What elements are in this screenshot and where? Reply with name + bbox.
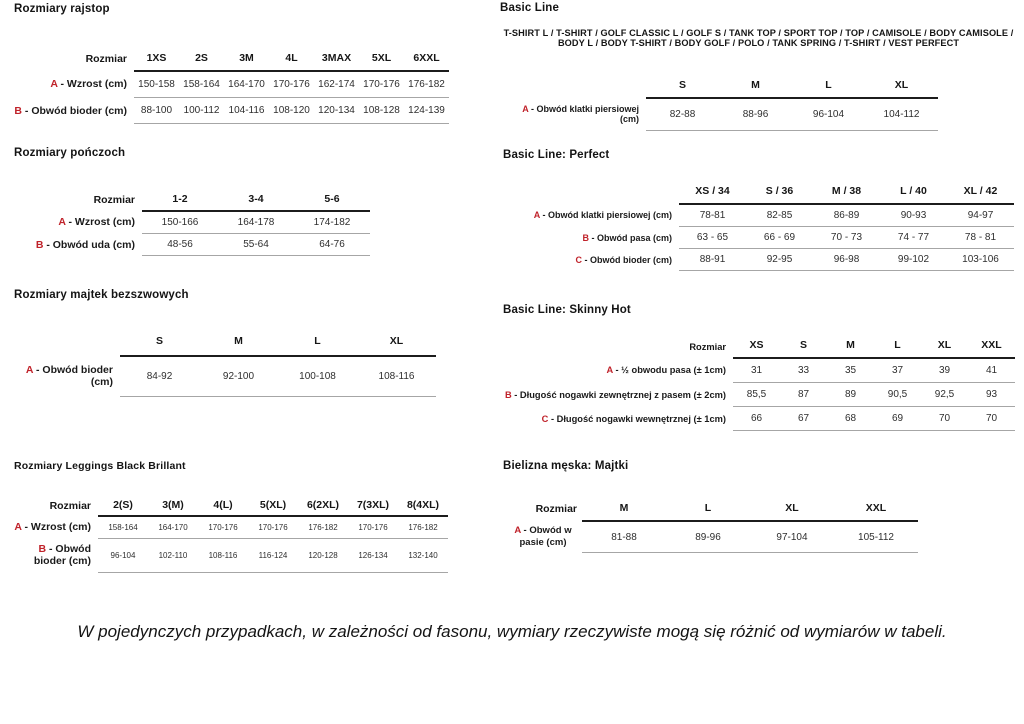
column-header: 8(4XL) — [398, 496, 448, 516]
table-row — [495, 407, 1015, 431]
size-table-perfect — [521, 181, 1014, 271]
column-header: 5-6 — [294, 189, 370, 211]
table-row — [502, 98, 938, 130]
column-header: M — [827, 335, 874, 358]
header-row — [502, 75, 938, 98]
size-value: 90-93 — [880, 204, 947, 227]
size-value: 97-104 — [750, 521, 834, 553]
size-value: 176-182 — [404, 71, 449, 98]
header-row — [495, 335, 1015, 358]
measure-letter: A — [58, 216, 66, 229]
size-value: 103-106 — [947, 249, 1014, 271]
column-header: 5XL — [359, 47, 404, 71]
size-table-basic-line — [502, 75, 938, 131]
column-header: XXL — [834, 498, 918, 521]
column-header: S — [780, 335, 827, 358]
measure-letter: B — [38, 543, 47, 555]
size-value: 96-104 — [98, 538, 148, 572]
size-value: 105-112 — [834, 521, 918, 553]
corner-header — [502, 75, 646, 98]
column-header: M — [582, 498, 666, 521]
size-value: 174-182 — [294, 211, 370, 234]
table-row — [6, 98, 449, 124]
size-value: 70 - 73 — [813, 227, 880, 249]
size-value: 35 — [827, 358, 874, 383]
measure-letter: C — [541, 413, 549, 424]
section-title-skinny-hot: Basic Line: Skinny Hot — [503, 304, 631, 316]
size-value: 39 — [921, 358, 968, 383]
column-header: 4(L) — [198, 496, 248, 516]
column-header: M / 38 — [813, 181, 880, 204]
column-header: S — [120, 330, 199, 356]
column-header: L — [874, 335, 921, 358]
row-label: B - Długość nogawki zewnętrznej z pasem (± 2cm) — [504, 389, 726, 400]
measure-letter: B — [14, 104, 22, 117]
column-header: S — [646, 75, 719, 98]
size-value: 81-88 — [582, 521, 666, 553]
measure-letter: A — [50, 78, 58, 91]
column-header: XL — [750, 498, 834, 521]
column-header: 3MAX — [314, 47, 359, 71]
size-value: 67 — [780, 407, 827, 431]
column-header: L — [792, 75, 865, 98]
size-value: 108-128 — [359, 98, 404, 124]
section-title-perfect: Basic Line: Perfect — [503, 149, 610, 161]
footer-note: W pojedynczych przypadkach, w zależności od fasonu, wymiary rzeczywiste mogą się różnić od wymiarów w tabeli. — [77, 622, 947, 641]
section-title-majtki-bezszwowe: Rozmiary majtek bezszwowych — [14, 289, 189, 301]
size-value: 170-176 — [248, 516, 298, 538]
row-label: A - Wzrost (cm) — [50, 78, 127, 91]
size-value: 48-56 — [142, 234, 218, 256]
size-value: 37 — [874, 358, 921, 383]
header-row — [504, 498, 918, 521]
corner-header: Rozmiar — [93, 194, 135, 206]
size-value: 70 — [968, 407, 1015, 431]
size-value: 94-97 — [947, 204, 1014, 227]
size-value: 176-182 — [398, 516, 448, 538]
size-table-bielizna-meska — [504, 498, 918, 553]
table-row — [16, 234, 370, 256]
size-value: 116-124 — [248, 538, 298, 572]
table-row — [16, 211, 370, 234]
table-row — [8, 538, 448, 572]
size-value: 89 — [827, 383, 874, 407]
size-value: 88-100 — [134, 98, 179, 124]
corner-header: Rozmiar — [85, 53, 127, 65]
measure-letter: A — [25, 364, 34, 376]
measure-letter: A — [533, 210, 540, 221]
size-value: 150-166 — [142, 211, 218, 234]
row-label: B - Obwód uda (cm) — [35, 238, 135, 251]
size-value: 176-182 — [298, 516, 348, 538]
size-value: 108-116 — [357, 356, 436, 396]
size-value: 162-174 — [314, 71, 359, 98]
size-value: 104-112 — [865, 98, 938, 130]
table-row — [521, 249, 1014, 271]
column-header: L — [666, 498, 750, 521]
size-value: 92,5 — [921, 383, 968, 407]
size-value: 100-112 — [179, 98, 224, 124]
table-row — [495, 358, 1015, 383]
size-value: 99-102 — [880, 249, 947, 271]
column-header: L / 40 — [880, 181, 947, 204]
section-title-basic-line: Basic Line — [500, 2, 560, 14]
size-value: 78-81 — [679, 204, 746, 227]
size-value: 84-92 — [120, 356, 199, 396]
section-title-bielizna-meska: Bielizna męska: Majtki — [503, 460, 629, 472]
size-value: 66 - 69 — [746, 227, 813, 249]
table-row — [6, 356, 436, 396]
row-label: C - Obwód bioder (cm) — [575, 254, 672, 265]
size-value: 69 — [874, 407, 921, 431]
measure-letter: A — [522, 104, 529, 114]
size-value: 170-176 — [359, 71, 404, 98]
size-value: 170-176 — [348, 516, 398, 538]
size-value: 92-100 — [199, 356, 278, 396]
size-value: 170-176 — [269, 71, 314, 98]
size-table-ponczochy — [16, 189, 370, 256]
size-value: 158-164 — [98, 516, 148, 538]
size-value: 85,5 — [733, 383, 780, 407]
size-table-skinny-hot — [495, 335, 1015, 431]
size-value: 93 — [968, 383, 1015, 407]
size-value: 96-104 — [792, 98, 865, 130]
size-value: 108-116 — [198, 538, 248, 572]
section-title-ponczochy: Rozmiary pończoch — [14, 147, 126, 159]
row-label: A - Obwód bioder (cm) — [25, 364, 113, 388]
column-header: 3-4 — [218, 189, 294, 211]
size-table-majtki-bezszwowe — [6, 330, 436, 397]
table-row — [504, 521, 918, 553]
column-header: 6(2XL) — [298, 496, 348, 516]
row-label: B - Obwód bioder (cm) — [33, 543, 91, 567]
column-header: M — [199, 330, 278, 356]
row-label: A - Wzrost (cm) — [14, 521, 91, 533]
measure-letter: B — [504, 389, 512, 400]
size-value: 158-164 — [179, 71, 224, 98]
row-label: C - Długość nogawki wewnętrznej (± 1cm) — [541, 413, 726, 424]
size-value: 82-85 — [746, 204, 813, 227]
size-value: 41 — [968, 358, 1015, 383]
size-value: 126-134 — [348, 538, 398, 572]
corner-header — [521, 181, 679, 204]
table-row — [6, 71, 449, 98]
row-label: A - Obwód klatki piersiowej (cm) — [533, 210, 672, 221]
column-header: M — [719, 75, 792, 98]
size-value: 150-158 — [134, 71, 179, 98]
size-value: 96-98 — [813, 249, 880, 271]
size-value: 63 - 65 — [679, 227, 746, 249]
size-value: 64-76 — [294, 234, 370, 256]
column-header: XL / 42 — [947, 181, 1014, 204]
row-label: A - ½ obwodu pasa (± 1cm) — [606, 365, 726, 376]
column-header: XL — [865, 75, 938, 98]
size-value: 164-170 — [224, 71, 269, 98]
row-label: A - Obwód w pasie (cm) — [514, 525, 572, 548]
header-row — [6, 330, 436, 356]
size-value: 124-139 — [404, 98, 449, 124]
size-value: 87 — [780, 383, 827, 407]
size-value: 88-96 — [719, 98, 792, 130]
section-title-rajstopy: Rozmiary rajstop — [14, 3, 110, 15]
measure-letter: A — [14, 521, 22, 533]
row-label: A - Obwód klatki piersiowej (cm) — [522, 104, 639, 124]
column-header: XL — [921, 335, 968, 358]
column-header: 3(M) — [148, 496, 198, 516]
column-header: XS — [733, 335, 780, 358]
table-row — [521, 204, 1014, 227]
size-value: 104-116 — [224, 98, 269, 124]
column-header: 2(S) — [98, 496, 148, 516]
column-header: 3M — [224, 47, 269, 71]
size-value: 88-91 — [679, 249, 746, 271]
section-title-leggings: Rozmiary Leggings Black Brillant — [14, 460, 186, 472]
basic-line-products: T-SHIRT L / T-SHIRT / GOLF CLASSIC L / GOLF S / TANK TOP / SPORT TOP / TOP / CAMISOLE / BODY CAMISOLE / BODY L / BODY T-SHIRT / BODY GOLF / POLO / TANK SPRING / T-SHIRT / VEST PERFECT — [503, 28, 1014, 48]
header-row — [16, 189, 370, 211]
size-value: 92-95 — [746, 249, 813, 271]
column-header: XS / 34 — [679, 181, 746, 204]
measure-letter: B — [582, 232, 589, 243]
size-value: 33 — [780, 358, 827, 383]
header-row — [8, 496, 448, 516]
column-header: 1-2 — [142, 189, 218, 211]
row-label: B - Obwód bioder (cm) — [14, 104, 127, 117]
size-value: 74 - 77 — [880, 227, 947, 249]
size-value: 108-120 — [269, 98, 314, 124]
measure-letter: A — [514, 525, 521, 536]
column-header: 7(3XL) — [348, 496, 398, 516]
size-value: 86-89 — [813, 204, 880, 227]
measure-letter: B — [35, 238, 44, 251]
size-value: 164-178 — [218, 211, 294, 234]
table-row — [8, 516, 448, 538]
column-header: L — [278, 330, 357, 356]
size-value: 90,5 — [874, 383, 921, 407]
size-value: 170-176 — [198, 516, 248, 538]
column-header: 5(XL) — [248, 496, 298, 516]
size-value: 100-108 — [278, 356, 357, 396]
corner-header: Rozmiar — [49, 500, 91, 512]
corner-header — [6, 330, 120, 356]
column-header: XL — [357, 330, 436, 356]
size-value: 120-134 — [314, 98, 359, 124]
table-row — [495, 383, 1015, 407]
header-row — [6, 47, 449, 71]
size-value: 70 — [921, 407, 968, 431]
size-table-leggings — [8, 496, 448, 573]
measure-letter: A — [606, 365, 613, 376]
column-header: 4L — [269, 47, 314, 71]
column-header: S / 36 — [746, 181, 813, 204]
row-label: A - Wzrost (cm) — [58, 216, 135, 229]
size-value: 82-88 — [646, 98, 719, 130]
column-header: 1XS — [134, 47, 179, 71]
size-table-rajstopy — [6, 47, 449, 124]
column-header: 2S — [179, 47, 224, 71]
size-value: 132-140 — [398, 538, 448, 572]
size-value: 66 — [733, 407, 780, 431]
size-value: 31 — [733, 358, 780, 383]
size-value: 89-96 — [666, 521, 750, 553]
size-value: 164-170 — [148, 516, 198, 538]
size-value: 68 — [827, 407, 874, 431]
size-value: 55-64 — [218, 234, 294, 256]
header-row — [521, 181, 1014, 204]
size-value: 78 - 81 — [947, 227, 1014, 249]
measure-letter: C — [575, 254, 582, 265]
table-row — [521, 227, 1014, 249]
size-value: 102-110 — [148, 538, 198, 572]
column-header: 6XXL — [404, 47, 449, 71]
corner-header: Rozmiar — [689, 342, 726, 352]
size-value: 120-128 — [298, 538, 348, 572]
corner-header: Rozmiar — [535, 503, 577, 515]
row-label: B - Obwód pasa (cm) — [582, 232, 672, 243]
column-header: XXL — [968, 335, 1015, 358]
